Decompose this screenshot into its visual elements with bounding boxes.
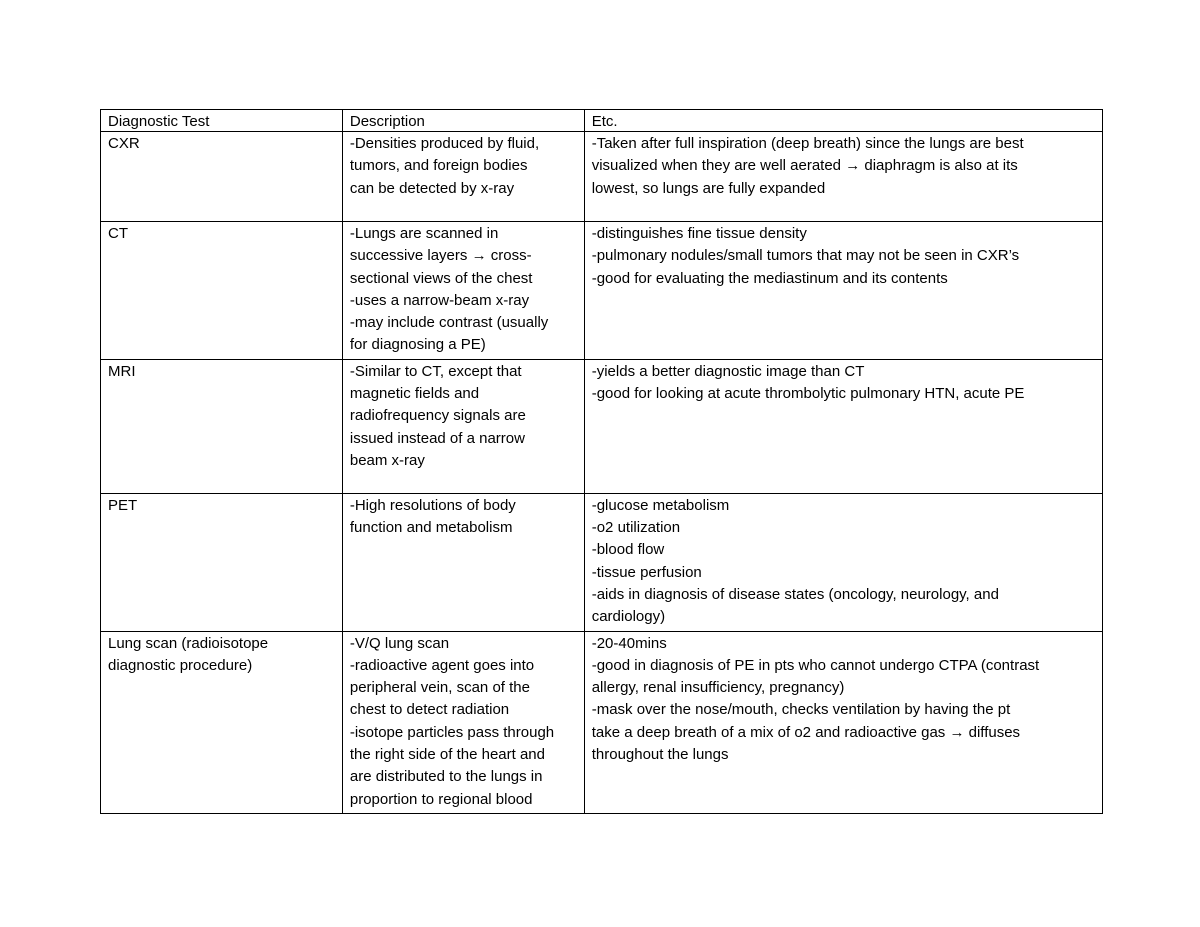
arrow-right-icon: → <box>845 157 861 175</box>
description-line: -may include contrast (usually <box>349 314 549 332</box>
table-row <box>101 631 1103 813</box>
etc-line: -aids in diagnosis of disease states (oncology, neurology, and <box>591 585 999 603</box>
table-row <box>101 359 1103 493</box>
description-line: successive layers → cross- <box>349 247 532 265</box>
etc-cell <box>584 132 1102 222</box>
etc-line: -tissue perfusion <box>591 563 702 581</box>
etc-line: -blood flow <box>591 541 665 559</box>
description-line: -radioactive agent goes into <box>349 656 535 674</box>
etc-line: take a deep breath of a mix of o2 and radioactive gas → diffuses <box>591 723 1021 741</box>
test-name: CXR <box>108 135 140 152</box>
arrow-right-icon: → <box>949 723 965 741</box>
etc-line: -good for evaluating the mediastinum and its contents <box>591 269 948 287</box>
test-name: diagnostic procedure) <box>108 656 253 674</box>
description-line: radiofrequency signals are <box>349 407 526 425</box>
etc-line: -Taken after full inspiration (deep breath) since the lungs are best <box>591 135 1024 152</box>
etc-line: -pulmonary nodules/small tumors that may not be seen in CXR’s <box>591 247 1020 265</box>
description-line: -uses a narrow-beam x-ray <box>349 291 530 309</box>
description-line: -isotope particles pass through <box>349 723 555 741</box>
test-cell <box>101 222 343 360</box>
arrow-right-icon: → <box>471 247 487 265</box>
description-line: tumors, and foreign bodies <box>349 157 528 175</box>
diagnostic-tests-table <box>100 109 1103 814</box>
etc-line: -mask over the nose/mouth, checks ventilation by having the pt <box>591 701 1011 719</box>
etc-line: -good in diagnosis of PE in pts who cannot undergo CTPA (contrast <box>591 656 1040 674</box>
etc-cell <box>584 359 1102 493</box>
description-line: for diagnosing a PE) <box>349 336 486 354</box>
test-name: Lung scan (radioisotope <box>108 634 269 652</box>
description-cell <box>342 631 584 813</box>
etc-line: allergy, renal insufficiency, pregnancy) <box>591 679 845 697</box>
etc-line: throughout the lungs <box>591 746 729 764</box>
etc-line: cardiology) <box>591 608 666 626</box>
table-row <box>101 132 1103 222</box>
header-etc: Etc. <box>584 110 1102 132</box>
etc-line: lowest, so lungs are fully expanded <box>591 179 826 197</box>
etc-cell <box>584 222 1102 360</box>
description-line: magnetic fields and <box>349 385 480 403</box>
test-cell <box>101 359 343 493</box>
etc-line: -yields a better diagnostic image than CT <box>591 362 865 380</box>
header-description: Description <box>342 110 584 132</box>
etc-line: -glucose metabolism <box>591 496 730 514</box>
etc-line: -distinguishes fine tissue density <box>591 225 807 242</box>
description-line: -Similar to CT, except that <box>349 362 522 380</box>
test-cell <box>101 132 343 222</box>
etc-cell <box>584 631 1102 813</box>
table-row <box>101 222 1103 360</box>
test-name: CT <box>108 225 128 242</box>
description-line: -High resolutions of body <box>349 496 516 514</box>
description-line: the right side of the heart and <box>349 746 545 764</box>
description-line: function and metabolism <box>349 519 513 537</box>
table-row <box>101 493 1103 631</box>
description-line: sectional views of the chest <box>349 269 533 287</box>
description-line: proportion to regional blood <box>349 790 533 808</box>
etc-cell <box>584 493 1102 631</box>
table-header-row <box>101 110 1103 132</box>
etc-line: -o2 utilization <box>591 519 681 537</box>
description-line: are distributed to the lungs in <box>349 768 543 786</box>
description-line: peripheral vein, scan of the <box>349 679 530 697</box>
description-line: -Lungs are scanned in <box>349 225 499 242</box>
test-cell <box>101 493 343 631</box>
description-line: issued instead of a narrow <box>349 429 525 447</box>
description-cell <box>342 493 584 631</box>
description-line: -Densities produced by fluid, <box>349 135 540 152</box>
etc-line: -20-40mins <box>591 634 667 652</box>
test-cell <box>101 631 343 813</box>
etc-line: -good for looking at acute thrombolytic pulmonary HTN, acute PE <box>591 385 1025 403</box>
description-cell <box>342 132 584 222</box>
description-cell <box>342 222 584 360</box>
test-name: MRI <box>108 362 136 380</box>
description-line: chest to detect radiation <box>349 701 510 719</box>
header-diagnostic-test: Diagnostic Test <box>101 110 343 132</box>
description-line: -V/Q lung scan <box>349 634 450 652</box>
description-line: can be detected by x-ray <box>349 179 515 197</box>
test-name: PET <box>108 496 138 514</box>
description-cell <box>342 359 584 493</box>
etc-line: visualized when they are well aerated → diaphragm is also at its <box>591 157 1018 175</box>
description-line: beam x-ray <box>349 451 425 469</box>
